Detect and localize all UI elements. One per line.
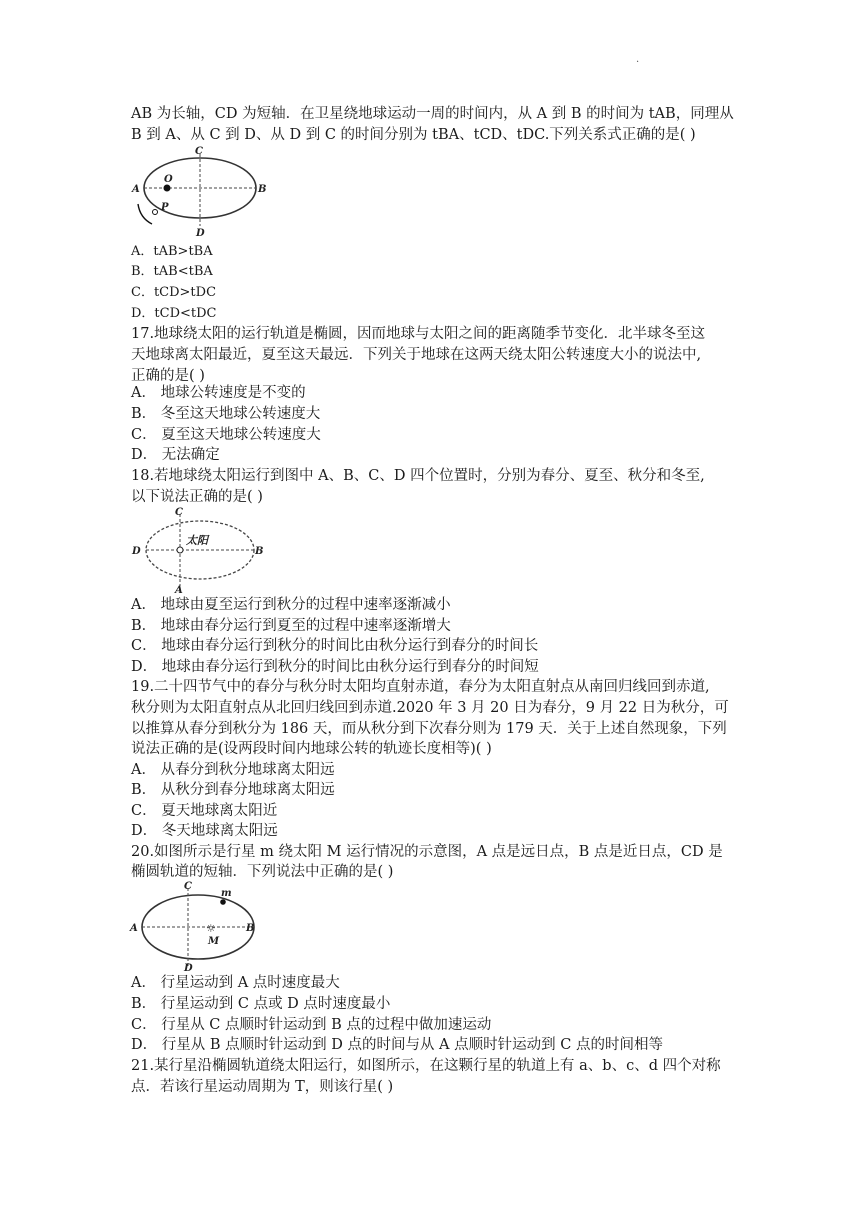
q17-stem-line-3: 正确的是( ) — [131, 368, 205, 384]
q18-option-a: A． 地球由夏至运行到秋分的过程中速率逐渐减小 — [131, 597, 451, 613]
q18-stem-line-1: 18.若地球绕太阳运行到图中 A、B、C、D 四个位置时，分别为春分、夏至、秋分和冬至, — [131, 468, 705, 484]
q19-option-c: C． 夏天地球离太阳近 — [131, 803, 278, 819]
q20-label-m-big: M — [208, 936, 220, 947]
q18-option-c: C． 地球由春分运行到秋分的时间比由秋分运行到春分的时间长 — [131, 638, 539, 654]
q18-label-c: C — [175, 507, 183, 518]
q20-option-a: A． 行星运动到 A 点时速度最大 — [131, 975, 340, 991]
q16-satellite-dot — [153, 210, 158, 215]
q20-option-c: C． 行星从 C 点顺时针运动到 B 点的过程中做加速运动 — [131, 1017, 492, 1033]
q19-option-a: A． 从春分到秋分地球离太阳远 — [131, 762, 335, 778]
q18-label-a: A — [175, 585, 183, 594]
q17-option-c: C． 夏至这天地球公转速度大 — [131, 427, 321, 443]
q16-option-a: A．tAB>tBA — [131, 244, 213, 259]
q18-orbit-figure — [128, 506, 268, 594]
q17-option-b: B． 冬至这天地球公转速度大 — [131, 406, 321, 422]
q19-option-b: B． 从秋分到春分地球离太阳远 — [131, 782, 335, 798]
q16-label-d: D — [196, 228, 205, 236]
q18-option-d: D． 地球由春分运行到秋分的时间比由秋分运行到春分的时间短 — [131, 659, 539, 675]
q20-label-d: D — [184, 963, 193, 972]
q19-option-d: D． 冬天地球离太阳远 — [131, 823, 278, 839]
q18-sun-dot — [177, 547, 183, 553]
q20-label-b: B — [246, 923, 255, 934]
q16-label-c: C — [195, 146, 203, 157]
q19-stem-line-2: 秋分则为太阳直射点从北回归线回到赤道.2020 年 3 月 20 日为春分，9 月 22 日为秋分，可 — [131, 700, 729, 716]
q17-option-d: D． 无法确定 — [131, 447, 220, 463]
q20-stem-line-1: 20.如图所示是行星 m 绕太阳 M 运行情况的示意图，A 点是远日点，B 点是近日点，CD 是 — [131, 844, 723, 860]
q16-motion-arrow-icon — [138, 204, 152, 224]
q18-label-d: D — [132, 546, 141, 557]
q20-planet-dot — [220, 899, 226, 905]
q17-stem-line-2: 天地球离太阳最近，夏至这天最远．下列关于地球在这两天绕太阳公转速度大小的说法中, — [131, 347, 702, 363]
q18-label-b: B — [255, 546, 264, 557]
q20-option-b: B． 行星运动到 C 点或 D 点时速度最小 — [131, 996, 391, 1012]
q16-label-b: B — [258, 184, 267, 195]
q19-stem-line-1: 19.二十四节气中的春分与秋分时太阳均直射赤道，春分为太阳直射点从南回归线回到赤道, — [131, 679, 710, 695]
q16-earth-dot — [164, 185, 171, 192]
q16-label-o: O — [164, 174, 173, 185]
q16-label-p: P — [161, 202, 169, 213]
q17-stem-line-1: 17.地球绕太阳的运行轨道是椭圆，因而地球与太阳之间的距离随季节变化．北半球冬至这 — [131, 326, 706, 342]
q16-option-b: B．tAB<tBA — [131, 264, 213, 279]
q18-option-b: B． 地球由春分运行到夏至的过程中速率逐渐增大 — [131, 618, 451, 634]
q16-stem-line-2: B 到 A、从 C 到 D、从 D 到 C 的时间分别为 tBA、tCD、tDC.下列关系式正确的是( ) — [131, 127, 696, 143]
q19-stem-line-4: 说法正确的是(设两段时间内地球公转的轨迹长度相等)( ) — [131, 741, 492, 757]
q16-option-d: D．tCD<tDC — [131, 306, 217, 321]
q17-option-a: A． 地球公转速度是不变的 — [131, 385, 306, 401]
q18-label-sun: 太阳 — [186, 534, 208, 547]
q16-label-a: A — [132, 184, 140, 195]
q16-orbit-figure — [128, 146, 268, 236]
q19-stem-line-3: 以推算从春分到秋分为 186 天，而从秋分到下次春分则为 179 天．关于上述自然现象，下列 — [131, 721, 727, 737]
q16-stem-line-1: AB 为长轴，CD 为短轴．在卫星绕地球运动一周的时间内，从 A 到 B 的时间为 tAB，同理从 — [131, 106, 734, 122]
q20-label-m-small: m — [221, 888, 232, 899]
q20-label-c: C — [184, 881, 192, 892]
q18-stem-line-2: 以下说法正确的是( ) — [131, 489, 263, 505]
q21-stem-line-1: 21.某行星沿椭圆轨道绕太阳运行，如图所示，在这颗行星的轨道上有 a、b、c、d 四个对称 — [131, 1058, 721, 1074]
header-dot: . — [636, 54, 640, 65]
q20-sun-icon: ☼ — [206, 922, 216, 935]
q20-option-d: D． 行星从 B 点顺时针运动到 D 点的时间与从 A 点顺时针运动到 C 点的时间相等 — [131, 1037, 663, 1053]
q21-stem-line-2: 点．若该行星运动周期为 T，则该行星( ) — [131, 1079, 394, 1095]
q16-option-c: C．tCD>tDC — [131, 285, 217, 300]
q20-label-a: A — [130, 923, 138, 934]
q20-stem-line-2: 椭圆轨道的短轴．下列说法中正确的是( ) — [131, 864, 394, 880]
q20-orbit-figure — [128, 880, 268, 972]
